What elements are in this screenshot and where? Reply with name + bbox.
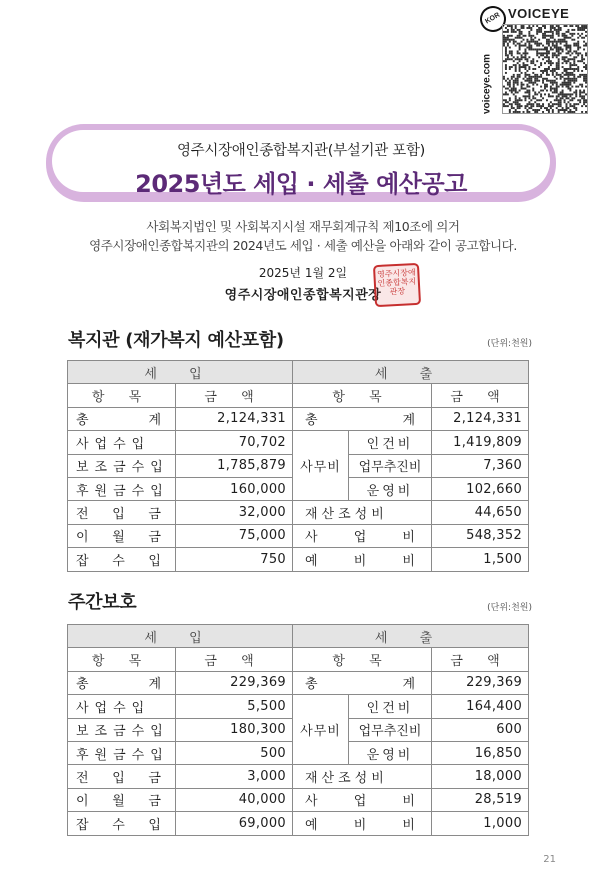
- expense-amount: 1,000: [432, 812, 529, 835]
- income-amount: 1,785,879: [176, 454, 293, 477]
- table-subhead-row: [68, 384, 529, 407]
- income-item: 전 입 금: [68, 501, 176, 524]
- page-number: 21: [543, 854, 556, 865]
- income-item: 후원금수입: [68, 477, 176, 500]
- document-title: 2025년도 세입 · 세출 예산공고: [135, 170, 467, 198]
- income-item: 보조금수입: [68, 454, 176, 477]
- expense-amount: 600: [432, 718, 529, 741]
- expense-item: 업무추진비: [349, 454, 432, 477]
- item-header: 항 목: [68, 648, 176, 671]
- income-item: 총 계: [68, 407, 176, 430]
- table-row: [68, 407, 529, 430]
- expense-header: 세 출: [293, 625, 529, 648]
- income-amount: 3,000: [176, 765, 293, 788]
- expense-amount: 18,000: [432, 765, 529, 788]
- expense-amount: 229,369: [432, 671, 529, 694]
- expense-item: 업무추진비: [349, 718, 432, 741]
- signer-name: 영주시장애인종합복지관장: [224, 288, 382, 303]
- budget-table-welfare-center: [67, 360, 529, 572]
- table-row: [68, 695, 529, 718]
- income-item: 이 월 금: [68, 524, 176, 547]
- section-title-welfare-center: 복지관 (재가복지 예산포함): [68, 330, 284, 351]
- expense-amount: 16,850: [432, 741, 529, 764]
- income-item: 후원금수입: [68, 741, 176, 764]
- item-header: 항 목: [293, 384, 432, 407]
- income-item: 총 계: [68, 671, 176, 694]
- table-row: [68, 431, 529, 454]
- amount-header: 금 액: [176, 384, 293, 407]
- amount-header: 금 액: [432, 384, 529, 407]
- income-header: 세 입: [68, 625, 293, 648]
- document-subtitle: 영주시장애인종합복지관(부설기관 포함): [176, 143, 426, 159]
- expense-item: 예 비 비: [293, 548, 432, 571]
- table-row: [68, 812, 529, 835]
- table-row: [68, 788, 529, 811]
- expense-amount: 44,650: [432, 501, 529, 524]
- expense-item: 예 비 비: [293, 812, 432, 835]
- expense-item: 재산조성비: [293, 501, 432, 524]
- expense-amount: 1,500: [432, 548, 529, 571]
- expense-item: 운영비: [349, 741, 432, 764]
- table-row: [68, 671, 529, 694]
- income-amount: 75,000: [176, 524, 293, 547]
- intro-line-2: 영주시장애인종합복지관의 2024년도 세입 · 세출 예산을 아래와 같이 공고합니다.: [89, 238, 517, 253]
- income-amount: 160,000: [176, 477, 293, 500]
- intro-line-1: 사회복지법인 및 사회복지시설 재무회계규칙 제10조에 의거: [146, 219, 460, 234]
- section-title-day-care: 주간보호: [68, 592, 137, 613]
- income-header: 세 입: [68, 361, 293, 384]
- title-banner: [46, 124, 556, 202]
- voiceye-code-block: [474, 0, 606, 118]
- expense-amount: 548,352: [432, 524, 529, 547]
- item-header: 항 목: [293, 648, 432, 671]
- amount-header: 금 액: [432, 648, 529, 671]
- table-row: [68, 765, 529, 788]
- expense-item: 운영비: [349, 477, 432, 500]
- amount-header: 금 액: [176, 648, 293, 671]
- income-item: 이 월 금: [68, 788, 176, 811]
- income-amount: 40,000: [176, 788, 293, 811]
- expense-group: 사무비: [293, 695, 349, 765]
- expense-item: 총 계: [293, 671, 432, 694]
- income-amount: 229,369: [176, 671, 293, 694]
- table-row: [68, 501, 529, 524]
- voiceye-qr-icon: [502, 24, 588, 114]
- expense-amount: 164,400: [432, 695, 529, 718]
- budget-table-day-care: [67, 624, 529, 836]
- table-subhead-row: [68, 648, 529, 671]
- expense-item: 인건비: [349, 695, 432, 718]
- table-row: [68, 548, 529, 571]
- table-row: [68, 524, 529, 547]
- voiceye-url: voiceye.com: [481, 53, 493, 115]
- income-amount: 750: [176, 548, 293, 571]
- income-amount: 69,000: [176, 812, 293, 835]
- unit-label: (단위:천원): [487, 339, 532, 349]
- kor-badge-icon: KOR: [475, 1, 511, 37]
- income-item: 사업수입: [68, 695, 176, 718]
- income-amount: 500: [176, 741, 293, 764]
- expense-item: 사 업 비: [293, 524, 432, 547]
- income-item: 사업수입: [68, 431, 176, 454]
- expense-amount: 102,660: [432, 477, 529, 500]
- expense-amount: 2,124,331: [432, 407, 529, 430]
- expense-header: 세 출: [293, 361, 529, 384]
- income-item: 잡 수 입: [68, 548, 176, 571]
- expense-item: 인건비: [349, 431, 432, 454]
- official-seal-icon: 영주시장애인종합복지관장: [373, 263, 421, 307]
- item-header: 항 목: [68, 384, 176, 407]
- income-amount: 32,000: [176, 501, 293, 524]
- income-item: 전 입 금: [68, 765, 176, 788]
- expense-item: 재산조성비: [293, 765, 432, 788]
- expense-amount: 28,519: [432, 788, 529, 811]
- income-amount: 5,500: [176, 695, 293, 718]
- table-head-row: [68, 625, 529, 648]
- expense-amount: 1,419,809: [432, 431, 529, 454]
- voiceye-brand: VOICEYE: [508, 6, 570, 21]
- expense-item: 총 계: [293, 407, 432, 430]
- income-amount: 2,124,331: [176, 407, 293, 430]
- income-item: 잡 수 입: [68, 812, 176, 835]
- announcement-date: 2025년 1월 2일: [258, 266, 348, 280]
- unit-label: (단위:천원): [487, 603, 532, 613]
- expense-item: 사 업 비: [293, 788, 432, 811]
- income-item: 보조금수입: [68, 718, 176, 741]
- table-head-row: [68, 361, 529, 384]
- expense-amount: 7,360: [432, 454, 529, 477]
- income-amount: 70,702: [176, 431, 293, 454]
- income-amount: 180,300: [176, 718, 293, 741]
- expense-group: 사무비: [293, 431, 349, 501]
